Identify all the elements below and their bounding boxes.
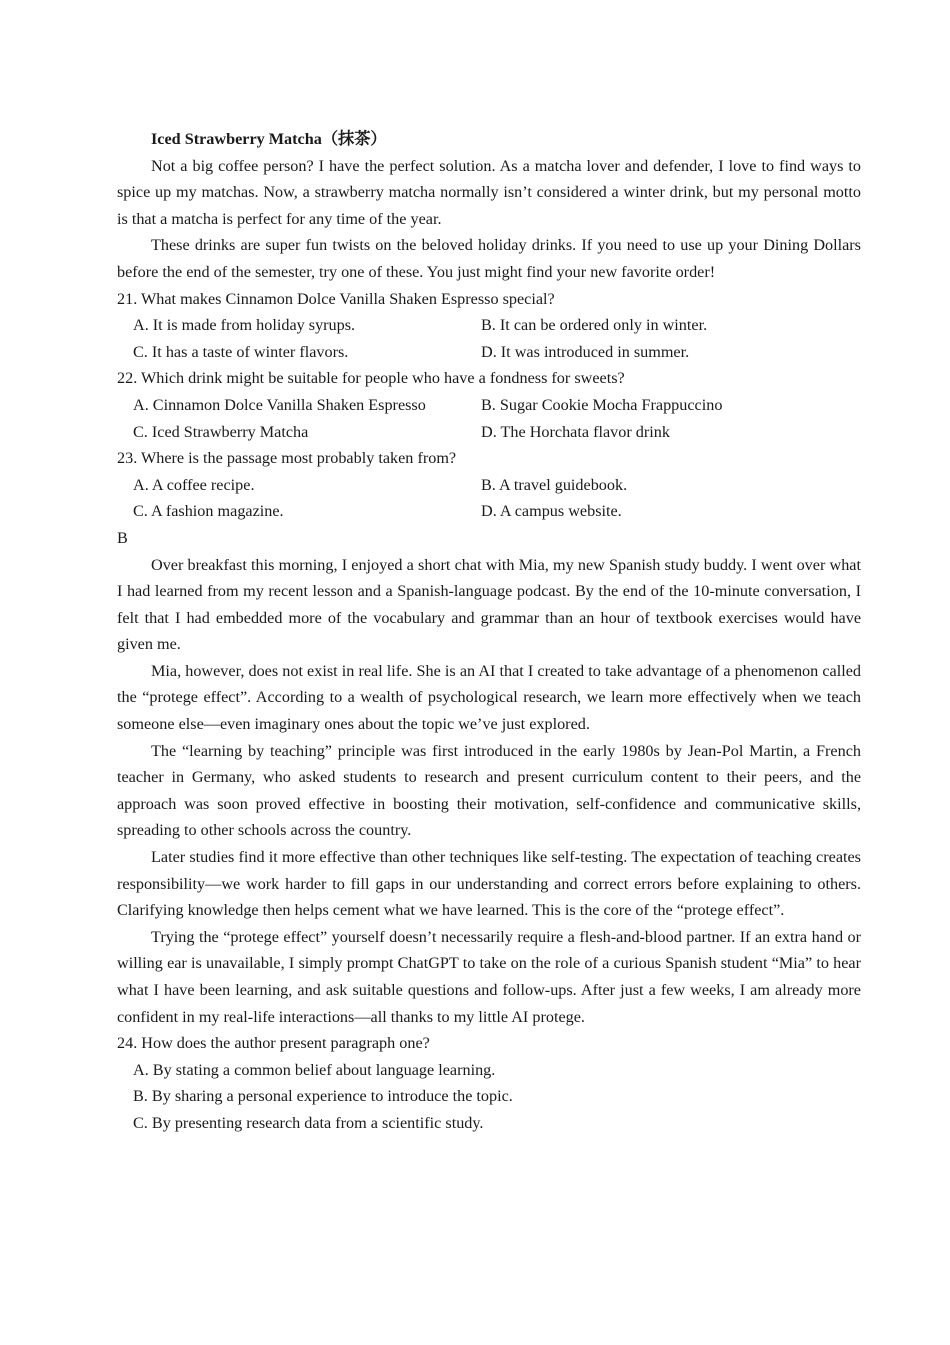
section-letter: B bbox=[117, 528, 128, 547]
question-22-stem: 22. Which drink might be suitable for people who have a fondness for sweets? bbox=[117, 369, 625, 388]
options-row bbox=[117, 498, 861, 525]
option-c: C. A fashion magazine. bbox=[133, 502, 284, 521]
option-c: C. Iced Strawberry Matcha bbox=[133, 422, 309, 441]
question-23-stem: 23. Where is the passage most probably taken from? bbox=[117, 449, 457, 468]
paragraph: Trying the “protege effect” yourself doesn’t necessarily require a flesh-and-blood partner. If an extra hand or willing ear is unavailable, I simply prompt ChatGPT to take on the role of a curious Spanish student “Mia” to hear what I have been learning, and ask suitable questions and follow-ups. After just a few weeks, I am already more confident in my real-life interactions—all thanks to my little AI protege. bbox=[117, 927, 861, 1026]
paragraph: The “learning by teaching” principle was first introduced in the early 1980s by Jean-Pol Martin, a French teacher in Germany, who asked students to research and present curriculum content to their peers, and the approach was soon proved effective in boosting their motivation, self-confidence and communicative skills, spreading to other schools across the country. bbox=[117, 741, 861, 840]
option-b: B. It can be ordered only in winter. bbox=[481, 316, 708, 335]
option-d: D. It was introduced in summer. bbox=[481, 342, 690, 361]
question-21-stem: 21. What makes Cinnamon Dolce Vanilla Shaken Espresso special? bbox=[117, 289, 555, 308]
options-row bbox=[117, 312, 861, 339]
section-heading: Iced Strawberry Matcha（抹茶） bbox=[151, 130, 387, 148]
option-a: A. Cinnamon Dolce Vanilla Shaken Espresso bbox=[133, 395, 426, 414]
options-row bbox=[117, 392, 861, 419]
option-c: C. By presenting research data from a scientific study. bbox=[133, 1113, 484, 1132]
options-row bbox=[117, 339, 861, 366]
option-c: C. It has a taste of winter flavors. bbox=[133, 342, 349, 361]
option-a: A. It is made from holiday syrups. bbox=[133, 316, 356, 335]
option-b: B. By sharing a personal experience to introduce the topic. bbox=[133, 1087, 513, 1106]
paragraph: Over breakfast this morning, I enjoyed a short chat with Mia, my new Spanish study buddy. I went over what I had learned from my recent lesson and a Spanish-language podcast. By the end of the 10-minute conversation, I felt that I had embedded more of the vocabulary and grammar than an hour of textbook exercises would have given me. bbox=[117, 555, 861, 654]
options-row bbox=[117, 472, 861, 499]
options-row bbox=[117, 419, 861, 446]
paragraph: These drinks are super fun twists on the beloved holiday drinks. If you need to use up your Dining Dollars before the end of the semester, try one of these. You just might find your new favorite order! bbox=[117, 236, 861, 281]
option-a: A. A coffee recipe. bbox=[133, 475, 255, 494]
paragraph: Mia, however, does not exist in real life. She is an AI that I created to take advantage of a phenomenon called the “protege effect”. According to a wealth of psychological research, we learn more effectively when we teach someone else—even imaginary ones about the topic we’ve just explored. bbox=[117, 661, 861, 734]
option-b: B. A travel guidebook. bbox=[481, 475, 628, 494]
question-24-stem: 24. How does the author present paragraph one? bbox=[117, 1034, 430, 1053]
page-content bbox=[117, 126, 861, 1137]
option-d: D. The Horchata flavor drink bbox=[481, 422, 670, 441]
option-b: B. Sugar Cookie Mocha Frappuccino bbox=[481, 395, 723, 414]
paragraph: Not a big coffee person? I have the perfect solution. As a matcha lover and defender, I love to find ways to spice up my matchas. Now, a strawberry matcha normally isn’t considered a winter drink, but my personal motto is that a matcha is perfect for any time of the year. bbox=[117, 156, 861, 228]
paragraph: Later studies find it more effective than other techniques like self-testing. The expectation of teaching creates responsibility—we work harder to fill gaps in our understanding and correct errors before explaining to others. Clarifying knowledge then helps cement what we have learned. This is the core of the “protege effect”. bbox=[117, 848, 861, 920]
option-d: D. A campus website. bbox=[481, 502, 622, 521]
option-a: A. By stating a common belief about language learning. bbox=[133, 1060, 496, 1079]
